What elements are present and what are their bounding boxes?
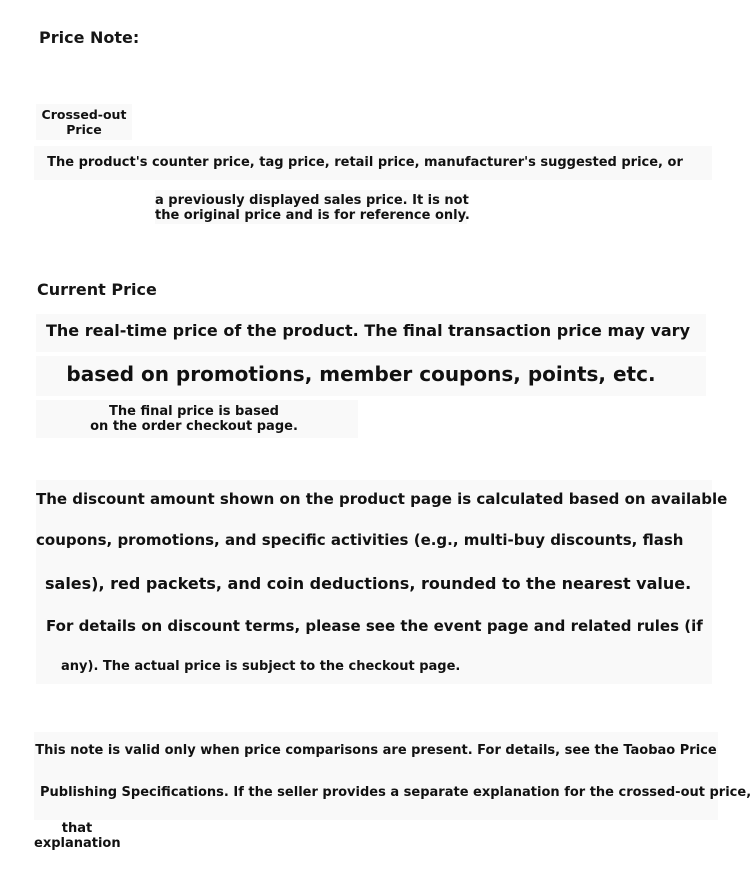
validity-line1: This note is valid only when price comparisons are present. For details, see the Taobao Price — [35, 743, 717, 758]
validity-line3: that — [61, 821, 93, 836]
discount-line5: any). The actual price is subject to the checkout page. — [61, 659, 461, 674]
current-price-desc-line1: The real-time price of the product. The final transaction price may vary — [46, 321, 690, 340]
crossed-out-label-line1: Crossed-out — [41, 107, 127, 122]
crossed-out-desc-line1: The product's counter price, tag price, retail price, manufacturer's suggested price, or — [47, 155, 683, 170]
crossed-out-desc-line2: a previously displayed sales price. It is not — [155, 193, 469, 208]
discount-line1: The discount amount shown on the product page is calculated based on available — [36, 490, 728, 508]
validity-line2: Publishing Specifications. If the seller provides a separate explanation for the crossed-out price, — [40, 785, 752, 800]
discount-line4: For details on discount terms, please see the event page and related rules (if — [46, 617, 703, 635]
price-note-heading: Price Note: — [39, 28, 140, 47]
discount-line2: coupons, promotions, and specific activities (e.g., multi-buy discounts, flash — [36, 531, 684, 549]
crossed-out-label-line2: Price — [66, 122, 102, 137]
crossed-out-desc-line3: the original price and is for reference only. — [155, 208, 470, 223]
current-price-desc-line4: on the order checkout page. — [90, 419, 298, 434]
current-price-desc-line2: based on promotions, member coupons, points, etc. — [66, 362, 656, 386]
validity-line4: explanation — [34, 836, 121, 851]
discount-line3: sales), red packets, and coin deductions, rounded to the nearest value. — [45, 574, 692, 593]
current-price-heading: Current Price — [37, 280, 157, 299]
current-price-desc-line3: The final price is based — [109, 404, 279, 419]
